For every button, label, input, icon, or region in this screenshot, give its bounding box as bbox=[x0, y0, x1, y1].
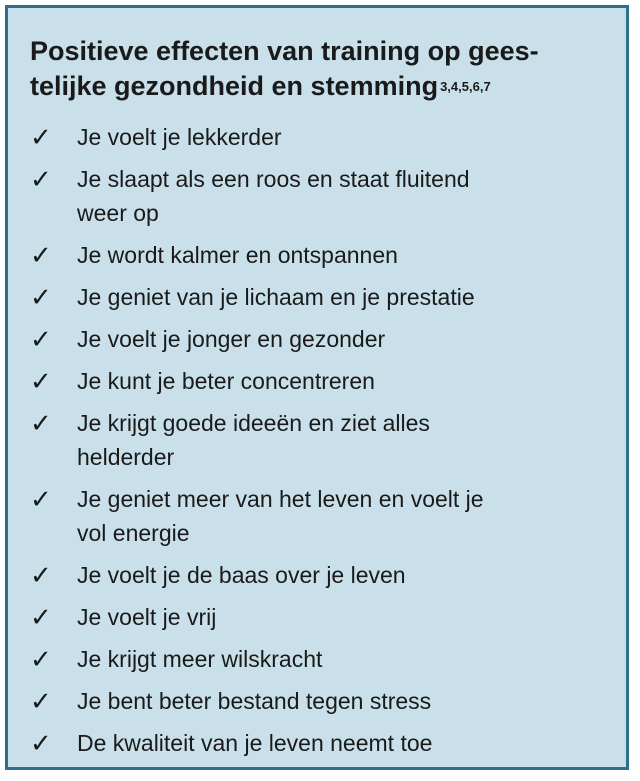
list-item bbox=[30, 558, 620, 592]
list-item bbox=[30, 684, 620, 718]
checkmark-icon: ✓ bbox=[30, 240, 52, 270]
box-title bbox=[30, 34, 620, 104]
item-text-line-1: Je geniet meer van het leven en voelt je bbox=[77, 486, 484, 512]
list-item bbox=[30, 322, 620, 356]
item-text-line-1: Je kunt je beter concentreren bbox=[77, 368, 375, 394]
item-text-line-2: weer op bbox=[77, 200, 159, 226]
checkmark-icon: ✓ bbox=[30, 282, 52, 312]
title-line-1: Positieve effecten van training op gees- bbox=[30, 36, 539, 66]
checkmark-icon: ✓ bbox=[30, 644, 52, 674]
checkmark-icon: ✓ bbox=[30, 366, 52, 396]
item-text-line-2: helderder bbox=[77, 444, 175, 470]
checkmark-icon: ✓ bbox=[30, 728, 52, 758]
item-text-line-1: Je krijgt goede ideeën en ziet alles bbox=[77, 410, 430, 436]
list-item bbox=[30, 238, 620, 272]
item-text-line-1: Je voelt je vrij bbox=[77, 604, 217, 630]
list-item bbox=[30, 600, 620, 634]
list-item bbox=[30, 406, 620, 474]
checkmark-icon: ✓ bbox=[30, 324, 52, 354]
list-item bbox=[30, 364, 620, 398]
item-text-line-1: Je geniet van je lichaam en je prestatie bbox=[77, 284, 475, 310]
checkmark-icon: ✓ bbox=[30, 408, 52, 438]
checkmark-icon: ✓ bbox=[30, 484, 52, 514]
list-item bbox=[30, 280, 620, 314]
checkmark-icon: ✓ bbox=[30, 560, 52, 590]
item-text-line-2: vol energie bbox=[77, 520, 190, 546]
item-text-line-1: Je wordt kalmer en ontspannen bbox=[77, 242, 398, 268]
title-line-2: telijke gezondheid en stemming bbox=[30, 71, 439, 101]
item-text-line-1: Je voelt je lekkerder bbox=[77, 124, 282, 150]
list-item bbox=[30, 120, 620, 154]
item-text-line-1: Je voelt je de baas over je leven bbox=[77, 562, 406, 588]
benefits-list bbox=[30, 120, 620, 768]
list-item bbox=[30, 642, 620, 676]
list-item bbox=[30, 726, 620, 760]
item-text-line-1: Je krijgt meer wilskracht bbox=[77, 646, 323, 672]
item-text-line-1: Je voelt je jonger en gezonder bbox=[77, 326, 386, 352]
title-references: 3,4,5,6,7 bbox=[440, 79, 491, 94]
info-box bbox=[5, 5, 629, 770]
list-item bbox=[30, 162, 620, 230]
checkmark-icon: ✓ bbox=[30, 686, 52, 716]
list-item bbox=[30, 482, 620, 550]
checkmark-icon: ✓ bbox=[30, 164, 52, 194]
checkmark-icon: ✓ bbox=[30, 602, 52, 632]
item-text-line-1: De kwaliteit van je leven neemt toe bbox=[77, 730, 433, 756]
checkmark-icon: ✓ bbox=[30, 122, 52, 152]
item-text-line-1: Je bent beter bestand tegen stress bbox=[77, 688, 432, 714]
item-text-line-1: Je slaapt als een roos en staat fluitend bbox=[77, 166, 470, 192]
